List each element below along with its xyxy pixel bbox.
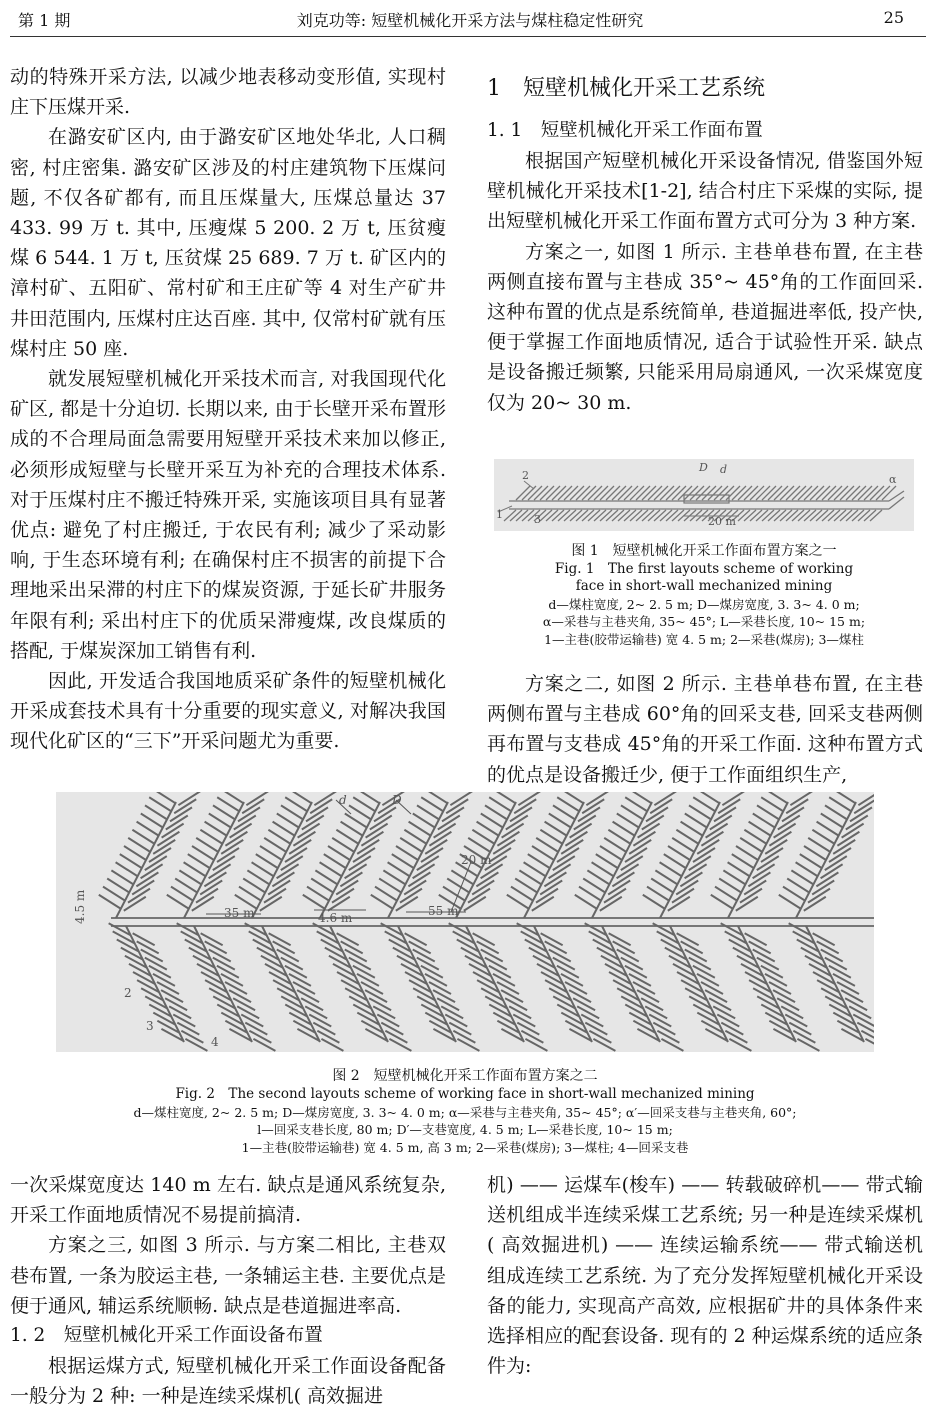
caption-line: Fig. 1 The first layouts scheme of working	[554, 560, 854, 577]
figure-1-label-3: 3	[534, 513, 541, 526]
figure-2-caption	[40, 1066, 890, 1156]
caption-line: 图 2 短壁机械化开采工作面布置方案之二	[332, 1068, 598, 1084]
paragraph: 机) —— 运煤车(梭车) —— 转载破碎机—— 带式输送机组成半连续采煤工艺系统; 另一种是连续采煤机( 高效掘进机) —— 连续运输系统—— 带式输送机组成连续工艺系统. 为了充分发挥短壁机械化开采设备的能力, 实现高产高效, 应根据矿井的具体条件来选择相应的配套设备. 现有的 2 种运煤系统的适应条件为:	[487, 1174, 923, 1378]
issue-number: 第 1 期	[18, 11, 71, 30]
right-column	[487, 74, 923, 418]
caption-line: 1—主巷(胶带运输巷) 宽 4. 5 m, 高 3 m; 2—采巷(煤房); 3—煤柱; 4—回采支巷	[241, 1139, 689, 1155]
figure-1-diagram	[494, 459, 914, 531]
figure-2-label-2: 2	[124, 986, 132, 1000]
header-rule	[10, 36, 926, 37]
paragraph: 一次采煤宽度达 140 m 左右. 缺点是通风系统复杂, 开采工作面地质情况不易提前搞清.	[10, 1174, 446, 1227]
figure-2-label-4: 4	[211, 1035, 219, 1049]
bottom-left-column	[10, 1170, 446, 1411]
figure-1-label-D: D	[699, 461, 708, 474]
figure-2-dimension-4-6: 4.6 m	[318, 911, 353, 925]
figure-2-dimension-35: 35 m	[224, 906, 255, 920]
figure-1-label-alpha: α	[889, 473, 897, 486]
subsection-heading: 1. 1 短壁机械化开采工作面布置	[487, 120, 763, 141]
caption-line: l—回采支巷长度, 80 m; D′—支巷宽度, 4. 5 m; L—采巷长度, 10~ 15 m;	[257, 1122, 673, 1137]
figure-2-label-3: 3	[146, 1019, 154, 1033]
figure-1-label-1: 1	[496, 508, 503, 521]
paragraph: 方案之二, 如图 2 所示. 主巷单巷布置, 在主巷两侧布置与主巷成 60°角的回采支巷, 回采支巷两侧再布置与支巷成 45°角的开采工作面. 这种布置方式的优点是设备搬迁少, 便于工作面组织生产,	[487, 673, 923, 786]
bottom-right-column	[487, 1170, 923, 1381]
page-header	[0, 0, 940, 36]
figure-1-label-d: d	[720, 463, 728, 476]
paragraph: 在潞安矿区内, 由于潞安矿区地处华北, 人口稠密, 村庄密集. 潞安矿区涉及的村庄建筑物下压煤问题, 不仅各矿都有, 而且压煤量大, 压煤总量达 37 433. 99 万 t. 其中, 压瘦煤 5 200. 2 万 t, 压贫瘦煤 6 544. 1 万 t, 压贫煤 25 689. 7 万 t. 矿区内的漳村矿、五阳矿、常村矿和王庄矿等 4 对生产矿井井田范围内, 压煤村庄达百座. 其中, 仅常村矿就有压煤村庄 50 座.	[10, 126, 446, 360]
paragraph: 动的特殊开采方法, 以减少地表移动变形值, 实现村庄下压煤开采.	[10, 66, 446, 119]
caption-line: α—采巷与主巷夹角, 35~ 45°; L—采巷长度, 10~ 15 m;	[542, 614, 866, 629]
subsection-heading: 1. 2 短壁机械化开采工作面设备布置	[10, 1325, 323, 1347]
section-heading: 1 短壁机械化开采工艺系统	[487, 76, 765, 101]
figure-2-dimension-55: 55 m	[428, 904, 459, 918]
figure-1-label-2: 2	[522, 469, 529, 482]
figure-2-label-d: d	[339, 793, 347, 807]
left-column	[10, 62, 446, 757]
figure-2-dimension-20: 20 m	[461, 853, 492, 867]
paragraph: 方案之三, 如图 3 所示. 与方案二相比, 主巷双巷布置, 一条为胶运主巷, 一条辅运主巷. 主要优点是便于通风, 辅运系统顺畅. 缺点是巷道掘进率高.	[10, 1234, 446, 1317]
caption-line: 1—主巷(胶带运输巷) 宽 4. 5 m; 2—采巷(煤房); 3—煤柱	[544, 631, 864, 647]
caption-line: d—煤柱宽度, 2~ 2. 5 m; D—煤房宽度, 3. 3~ 4. 0 m; α—采巷与主巷夹角, 35~ 45°; α′—回采支巷与主巷夹角, 60°;	[133, 1104, 797, 1120]
page-number: 25	[883, 8, 904, 27]
figure-1-caption	[494, 543, 914, 648]
figure-2-diagram	[56, 792, 874, 1052]
figure-2-dimension-4-5: 4.5 m	[73, 889, 87, 924]
running-title: 刘克功等: 短壁机械化开采方法与煤柱稳定性研究	[296, 11, 644, 30]
figure-1-dimension: 20 m	[708, 515, 736, 528]
caption-line: Fig. 2 The second layouts scheme of working face in short-wall mechanized mining	[175, 1086, 755, 1102]
paragraph: 因此, 开发适合我国地质采矿条件的短壁机械化开采成套技术具有十分重要的现实意义, 对解决我国现代化矿区的“三下”开采问题尤为重要.	[10, 670, 446, 753]
paragraph: 根据国产短壁机械化开采设备情况, 借鉴国外短壁机械化开采技术[1-2], 结合村庄下采煤的实际, 提出短壁机械化开采工作面布置方式可分为 3 种方案.	[487, 150, 923, 233]
paragraph: 就发展短壁机械化开采技术而言, 对我国现代化矿区, 都是十分迫切. 长期以来, 由于长壁开采布置形成的不合理局面急需要用短壁开采技术来加以修正, 必须形成短壁与长壁开采互为补充的合理技术体系. 对于压煤村庄不搬迁特殊开采, 实施该项目具有显著优点: 避免了村庄搬迁, 于农民有利; 减少了采动影响, 于生态环境有利; 在确保村庄不损害的前提下合理地采出呆滞的村庄下的煤炭资源, 于延长矿井服务年限有利; 采出村庄下的优质呆滞瘦煤, 改良煤质的搭配, 于煤炭深加工销售有利.	[10, 368, 446, 662]
caption-line: d—煤柱宽度, 2~ 2. 5 m; D—煤房宽度, 3. 3~ 4. 0 m;	[548, 596, 860, 612]
right-column-continued	[487, 669, 923, 790]
caption-line: 图 1 短壁机械化开采工作面布置方案之一	[571, 543, 837, 559]
figure-2-label-D: D	[392, 793, 402, 807]
paragraph: 根据运煤方式, 短壁机械化开采工作面设备配备一般分为 2 种: 一种是连续采煤机( 高效掘进	[10, 1355, 446, 1408]
caption-line: face in short-wall mechanized mining	[575, 578, 833, 594]
paragraph: 方案之一, 如图 1 所示. 主巷单巷布置, 在主巷两侧直接布置与主巷成 35°~ 45°角的工作面回采. 这种布置的优点是系统简单, 巷道掘进率低, 投产快, 便于掌握工作面地质情况, 适合于试验性开采. 缺点是设备搬迁频繁, 只能采用局扇通风, 一次采煤宽度仅为 20~ 30 m.	[487, 240, 923, 414]
